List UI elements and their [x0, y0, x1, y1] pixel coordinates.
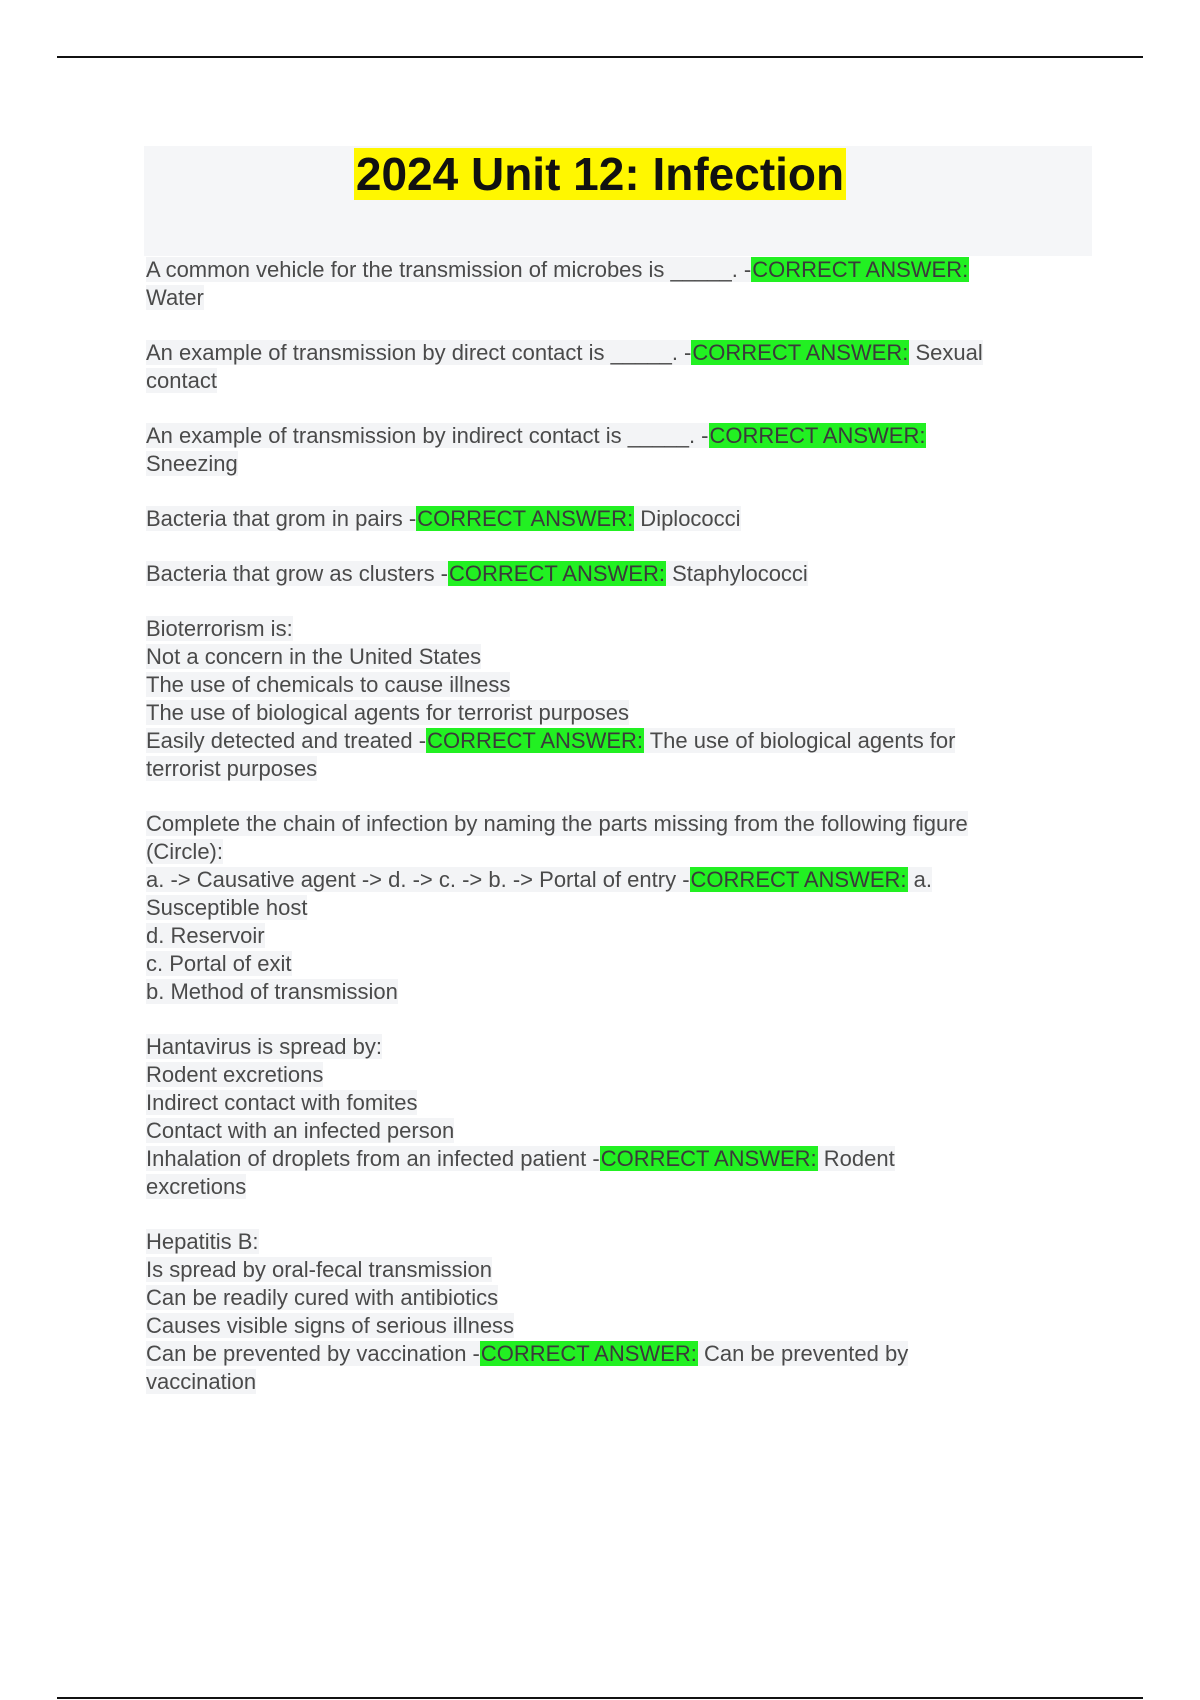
line-text: Susceptible host — [146, 895, 308, 920]
qa-list — [146, 256, 1076, 1423]
correct-answer-tag: CORRECT ANSWER: — [692, 340, 909, 365]
qa-line — [146, 810, 1076, 838]
qa-entry — [146, 422, 1076, 478]
qa-line — [146, 1368, 1076, 1396]
qa-line — [146, 1312, 1076, 1340]
qa-line — [146, 560, 1076, 588]
qa-line — [146, 755, 1076, 783]
line-text: contact — [146, 368, 217, 393]
line-text: terrorist purposes — [146, 756, 318, 781]
line-text: Bacteria that grom in pairs - — [146, 506, 417, 531]
line-text: Hantavirus is spread by: — [146, 1034, 382, 1059]
answer-text: The use of biological agents for — [644, 728, 956, 753]
line-text: Complete the chain of infection by naming the parts missing from the following figure — [146, 811, 968, 836]
qa-line — [146, 1089, 1076, 1117]
qa-line — [146, 1284, 1076, 1312]
qa-line — [146, 838, 1076, 866]
line-text: b. Method of transmission — [146, 979, 398, 1004]
qa-line — [146, 922, 1076, 950]
line-text: An example of transmission by direct contact is _____. - — [146, 340, 692, 365]
qa-line — [146, 727, 1076, 755]
qa-line — [146, 615, 1076, 643]
qa-line — [146, 1173, 1076, 1201]
answer-text: Sexual — [909, 340, 983, 365]
top-rule — [57, 56, 1143, 58]
line-text: Indirect contact with fomites — [146, 1090, 418, 1115]
answer-text: a. — [907, 867, 932, 892]
line-text: Can be prevented by vaccination - — [146, 1341, 480, 1366]
correct-answer-tag: CORRECT ANSWER: — [427, 728, 644, 753]
line-text: The use of biological agents for terrorist purposes — [146, 700, 630, 725]
qa-line — [146, 894, 1076, 922]
line-text: Hepatitis B: — [146, 1229, 259, 1254]
qa-line — [146, 671, 1076, 699]
title-text: 2024 Unit 12: Infection — [355, 148, 845, 200]
qa-line — [146, 1145, 1076, 1173]
qa-line — [146, 367, 1076, 395]
qa-entry — [146, 256, 1076, 312]
qa-line — [146, 1228, 1076, 1256]
line-text: Is spread by oral-fecal transmission — [146, 1257, 493, 1282]
line-text: Water — [146, 285, 204, 310]
line-text: Bacteria that grow as clusters - — [146, 561, 449, 586]
answer-text: Can be prevented by — [697, 1341, 909, 1366]
line-text: Can be readily cured with antibiotics — [146, 1285, 499, 1310]
line-text: excretions — [146, 1174, 247, 1199]
line-text: Easily detected and treated - — [146, 728, 427, 753]
qa-entry — [146, 1228, 1076, 1396]
line-text: vaccination — [146, 1369, 257, 1394]
line-text: Rodent excretions — [146, 1062, 324, 1087]
qa-line — [146, 1340, 1076, 1368]
bottom-rule — [57, 1697, 1143, 1699]
line-text: Causes visible signs of serious illness — [146, 1313, 515, 1338]
correct-answer-tag: CORRECT ANSWER: — [752, 257, 969, 282]
qa-entry — [146, 615, 1076, 783]
qa-line — [146, 505, 1076, 533]
line-text: (Circle): — [146, 839, 223, 864]
correct-answer-tag: CORRECT ANSWER: — [690, 867, 907, 892]
qa-line — [146, 284, 1076, 312]
line-text: Contact with an infected person — [146, 1118, 455, 1143]
correct-answer-tag: CORRECT ANSWER: — [449, 561, 665, 586]
line-text: Not a concern in the United States — [146, 644, 482, 669]
line-text: Inhalation of droplets from an infected patient - — [146, 1146, 600, 1171]
line-text: A common vehicle for the transmission of microbes is _____. - — [146, 257, 752, 282]
line-text: The use of chemicals to cause illness — [146, 672, 511, 697]
qa-line — [146, 339, 1076, 367]
qa-line — [146, 866, 1076, 894]
correct-answer-tag: CORRECT ANSWER: — [480, 1341, 697, 1366]
qa-line — [146, 699, 1076, 727]
correct-answer-tag: CORRECT ANSWER: — [709, 423, 926, 448]
qa-line — [146, 422, 1076, 450]
qa-line — [146, 1061, 1076, 1089]
qa-line — [146, 256, 1076, 284]
answer-text: Staphylococci — [665, 561, 808, 586]
qa-entry — [146, 1033, 1076, 1201]
answer-text: Diplococci — [634, 506, 741, 531]
qa-line — [146, 1033, 1076, 1061]
correct-answer-tag: CORRECT ANSWER: — [600, 1146, 817, 1171]
line-text: c. Portal of exit — [146, 951, 292, 976]
correct-answer-tag: CORRECT ANSWER: — [417, 506, 634, 531]
qa-line — [146, 950, 1076, 978]
qa-line — [146, 450, 1076, 478]
line-text: Bioterrorism is: — [146, 616, 293, 641]
qa-line — [146, 1256, 1076, 1284]
qa-entry — [146, 505, 1076, 533]
qa-line — [146, 643, 1076, 671]
qa-entry — [146, 810, 1076, 1006]
line-text: Sneezing — [146, 451, 238, 476]
line-text: a. -> Causative agent -> d. -> c. -> b. -> Portal of entry - — [146, 867, 690, 892]
line-text: d. Reservoir — [146, 923, 265, 948]
qa-line — [146, 978, 1076, 1006]
answer-text: Rodent — [817, 1146, 895, 1171]
qa-entry — [146, 339, 1076, 395]
line-text: An example of transmission by indirect contact is _____. - — [146, 423, 709, 448]
qa-entry — [146, 560, 1076, 588]
qa-line — [146, 1117, 1076, 1145]
page-title — [0, 146, 1200, 202]
